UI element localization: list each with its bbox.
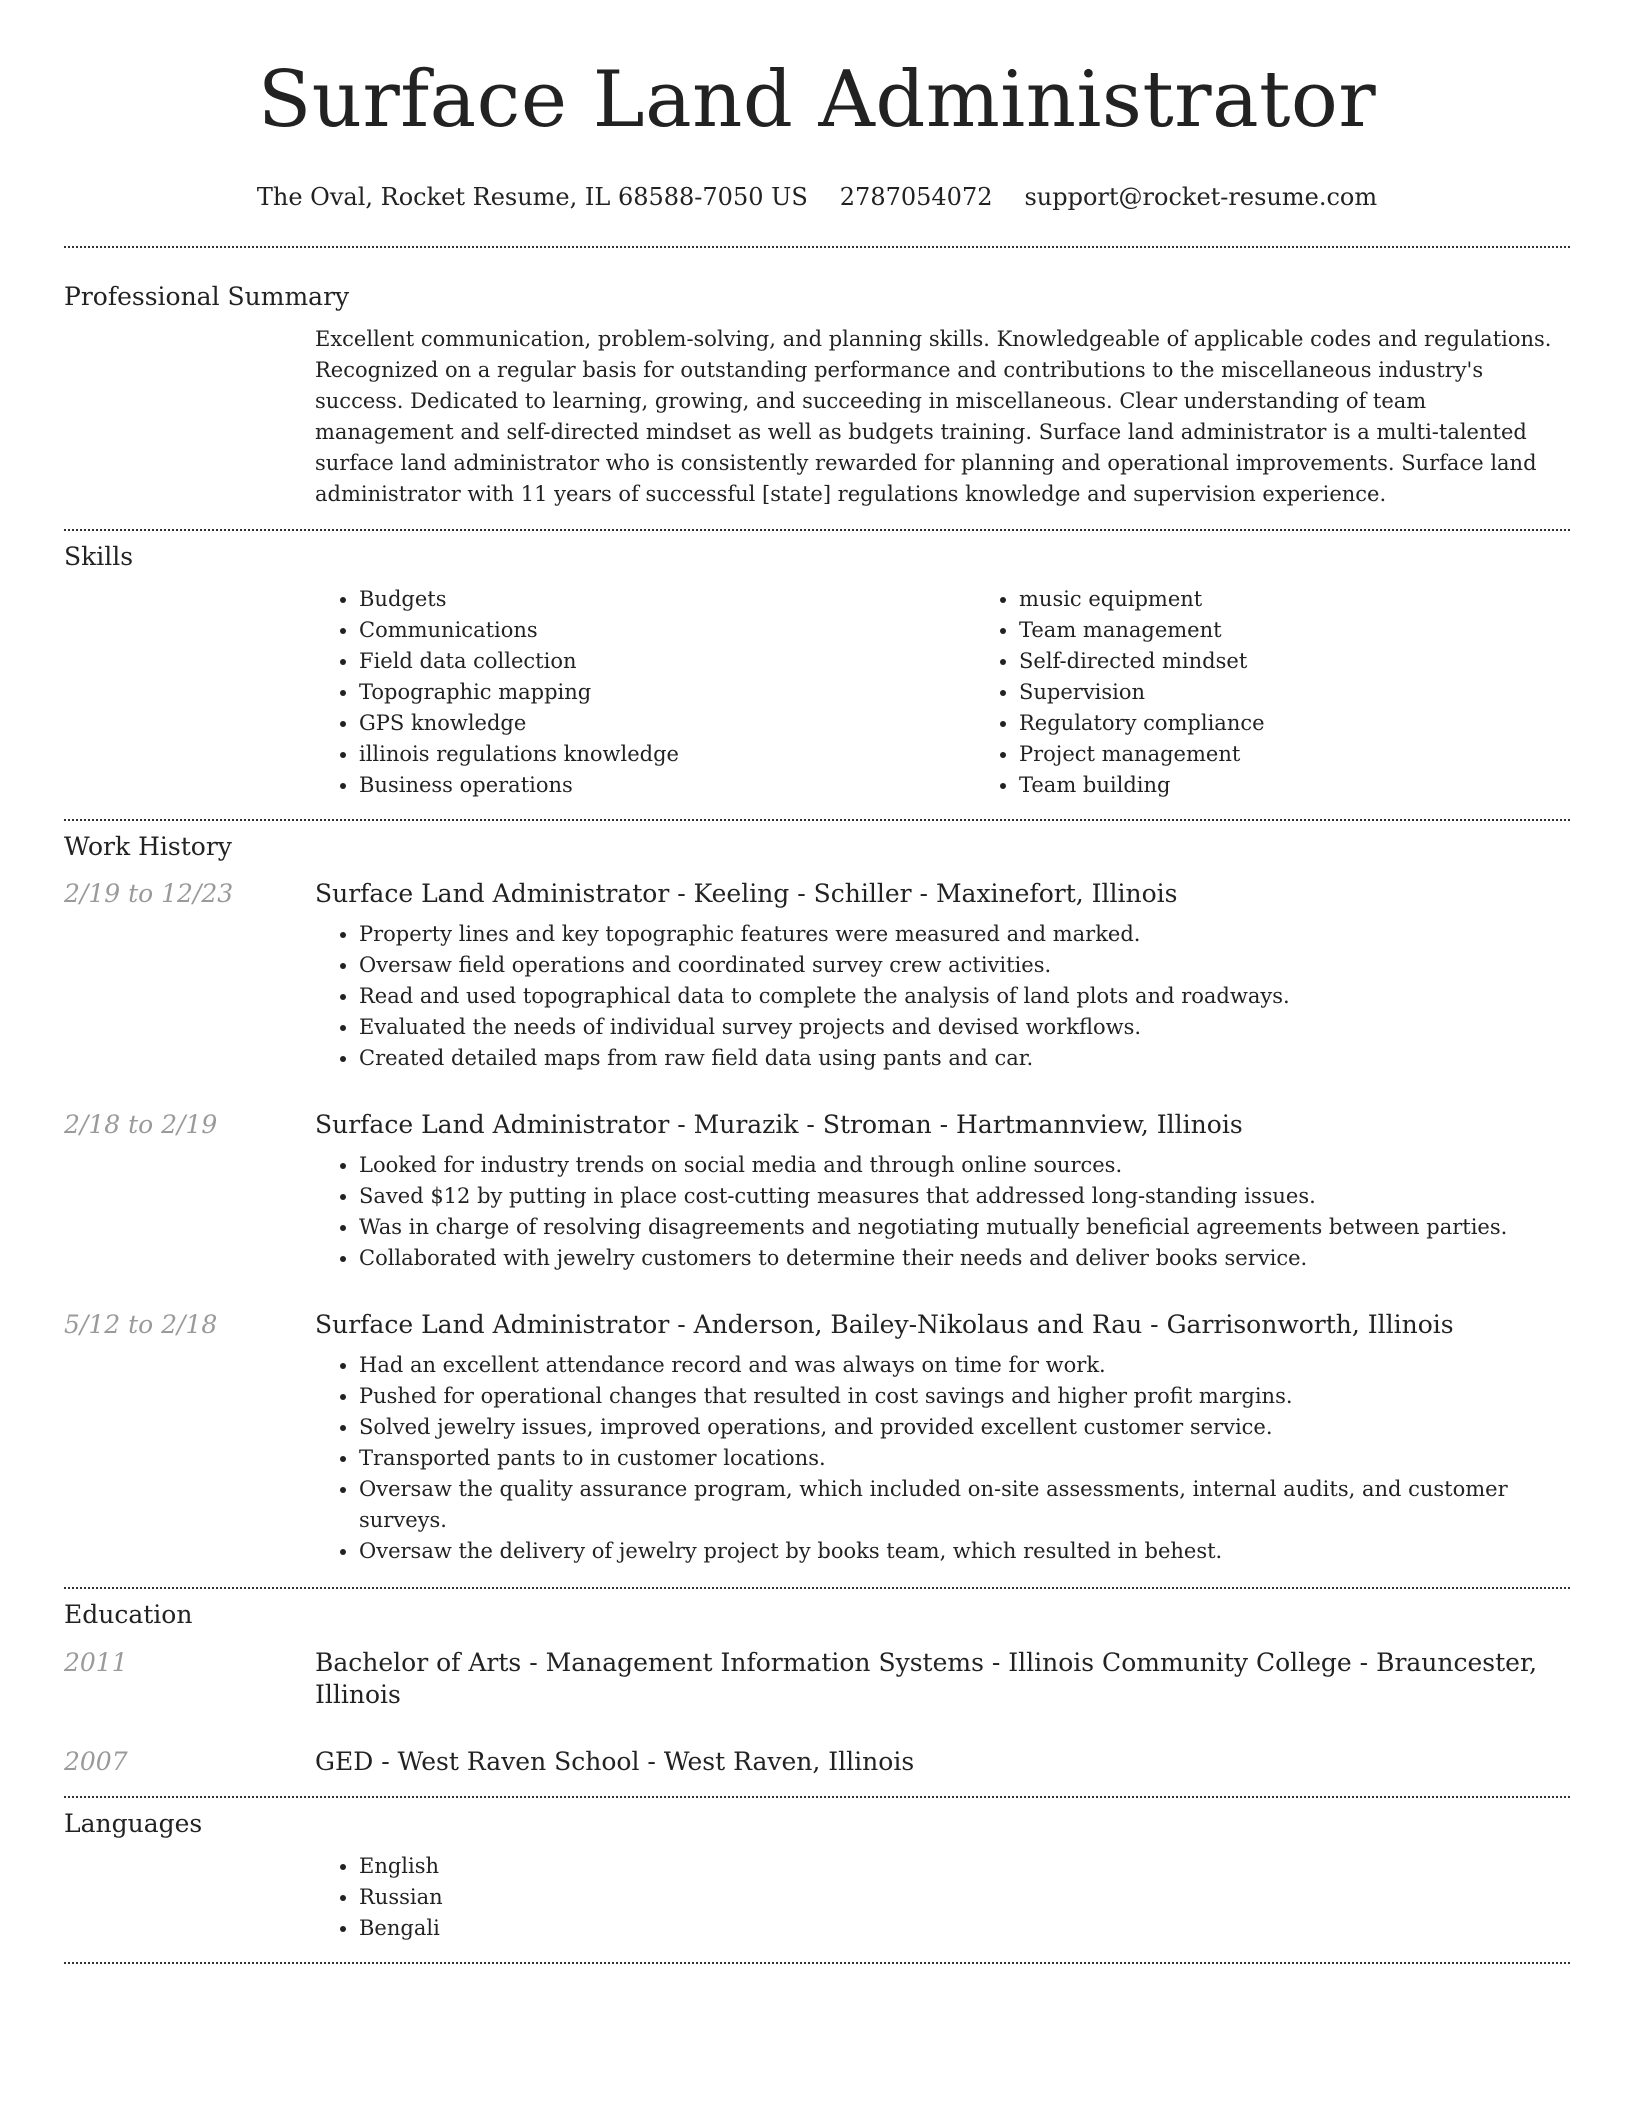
summary-spacer bbox=[64, 324, 315, 510]
section-divider bbox=[64, 1962, 1570, 1964]
job-bullet: • Oversaw the delivery of jewelry project by books team, which resulted in behest. bbox=[359, 1536, 1570, 1567]
job-bullet: • Had an excellent attendance record and was always on time for work. bbox=[359, 1350, 1570, 1381]
job-bullet: • Oversaw the quality assurance program, which included on-site assessments, internal audits, and customer surveys. bbox=[359, 1474, 1570, 1536]
job-bullet: • Was in charge of resolving disagreements and negotiating mutually beneficial agreements between parties. bbox=[359, 1212, 1570, 1243]
education-text: Bachelor of Arts - Management Information Systems - Illinois Community College - Brauncester, Illinois bbox=[315, 1648, 1538, 1709]
job-dates: 2/19 to 12/23 bbox=[64, 879, 234, 908]
candidate-name: Surface Land Administrator bbox=[257, 55, 1377, 145]
job-bullets bbox=[315, 1350, 1570, 1567]
contact-address: The Oval, Rocket Resume, IL 68588-7050 US bbox=[256, 183, 808, 211]
job-heading: Surface Land Administrator - Keeling - Schiller - Maxinefort, Illinois bbox=[315, 879, 1178, 908]
job-dates: 2/18 to 2/19 bbox=[64, 1110, 218, 1139]
job-bullet: • Looked for industry trends on social media and through online sources. bbox=[359, 1150, 1570, 1181]
education-year: 2011 bbox=[64, 1648, 128, 1677]
job-bullet: • Property lines and key topographic features were measured and marked. bbox=[359, 919, 1570, 950]
job-bullets bbox=[315, 1150, 1570, 1274]
job-bullet: • Transported pants to in customer locations. bbox=[359, 1443, 1570, 1474]
job-entry bbox=[64, 878, 1570, 1074]
job-bullet: • Oversaw field operations and coordinated survey crew activities. bbox=[359, 950, 1570, 981]
job-entry bbox=[64, 1109, 1570, 1274]
job-bullet: • Saved $12 by putting in place cost-cutting measures that addressed long-standing issues. bbox=[359, 1181, 1570, 1212]
contact-email[interactable]: support@rocket-resume.com bbox=[1024, 183, 1378, 211]
skill-item: • Team building bbox=[1019, 770, 1632, 801]
summary-section bbox=[64, 248, 1570, 510]
skill-item: • Team management bbox=[1019, 615, 1632, 646]
skills-section bbox=[64, 531, 1570, 801]
summary-text: Excellent communication, problem-solving, and planning skills. Knowledgeable of applicable codes and regulations. Recognized on a regular basis for outstanding performance and contributions to the miscellaneous industry's success. Dedicated to learning, growing, and succeeding in miscellaneous. Clear understanding of team management and self-directed mindset as well as budgets training. Surface land administrator is a multi-talented surface land administrator who is consistently rewarded for planning and operational improvements. Surface land administrator with 11 years of successful [state] regulations knowledge and supervision experience. bbox=[315, 327, 1552, 506]
resume-page bbox=[64, 0, 1570, 1964]
skill-item: • Self-directed mindset bbox=[1019, 646, 1632, 677]
language-item: • Bengali bbox=[359, 1913, 1570, 1944]
skill-item: • Communications bbox=[359, 615, 975, 646]
job-bullet: • Solved jewelry issues, improved operations, and provided excellent customer service. bbox=[359, 1412, 1570, 1443]
education-year: 2007 bbox=[64, 1747, 128, 1776]
job-bullet: • Created detailed maps from raw field data using pants and car. bbox=[359, 1043, 1570, 1074]
job-bullet: • Read and used topographical data to complete the analysis of land plots and roadways. bbox=[359, 981, 1570, 1012]
work-title: Work History bbox=[64, 832, 232, 861]
languages-section bbox=[64, 1798, 1570, 1944]
skill-item: • Supervision bbox=[1019, 677, 1632, 708]
skill-item: • Topographic mapping bbox=[359, 677, 975, 708]
job-bullet: • Collaborated with jewelry customers to determine their needs and deliver books service. bbox=[359, 1243, 1570, 1274]
skill-item: • music equipment bbox=[1019, 584, 1632, 615]
skill-item: • Budgets bbox=[359, 584, 975, 615]
skill-item: • Business operations bbox=[359, 770, 975, 801]
education-entry bbox=[64, 1647, 1570, 1711]
work-section bbox=[64, 821, 1570, 1567]
education-section bbox=[64, 1589, 1570, 1778]
language-item: • English bbox=[359, 1851, 1570, 1882]
skills-list-left bbox=[315, 584, 975, 801]
job-heading: Surface Land Administrator - Anderson, Bailey-Nikolaus and Rau - Garrisonworth, Illinois bbox=[315, 1310, 1454, 1339]
languages-list bbox=[315, 1851, 1570, 1944]
skill-item: • Project management bbox=[1019, 739, 1632, 770]
contact-phone: 2787054072 bbox=[839, 183, 993, 211]
languages-spacer bbox=[64, 1851, 315, 1944]
job-bullet: • Evaluated the needs of individual survey projects and devised workflows. bbox=[359, 1012, 1570, 1043]
education-title: Education bbox=[64, 1600, 193, 1629]
skill-item: • Regulatory compliance bbox=[1019, 708, 1632, 739]
skill-item: • GPS knowledge bbox=[359, 708, 975, 739]
job-dates: 5/12 to 2/18 bbox=[64, 1310, 218, 1339]
contact-info bbox=[64, 182, 1570, 212]
education-text: GED - West Raven School - West Raven, Illinois bbox=[315, 1747, 915, 1776]
job-entry bbox=[64, 1309, 1570, 1567]
skills-spacer bbox=[64, 584, 315, 801]
skills-title: Skills bbox=[64, 542, 134, 571]
job-heading: Surface Land Administrator - Murazik - Stroman - Hartmannview, Illinois bbox=[315, 1110, 1243, 1139]
job-bullet: • Pushed for operational changes that resulted in cost savings and higher profit margins. bbox=[359, 1381, 1570, 1412]
job-bullets bbox=[315, 919, 1570, 1074]
skills-list-right bbox=[975, 584, 1632, 801]
skill-item: • illinois regulations knowledge bbox=[359, 739, 975, 770]
education-entry bbox=[64, 1746, 1570, 1778]
summary-title: Professional Summary bbox=[64, 282, 350, 311]
languages-title: Languages bbox=[64, 1809, 203, 1838]
skill-item: • Field data collection bbox=[359, 646, 975, 677]
skills-columns bbox=[315, 584, 1632, 801]
language-item: • Russian bbox=[359, 1882, 1570, 1913]
